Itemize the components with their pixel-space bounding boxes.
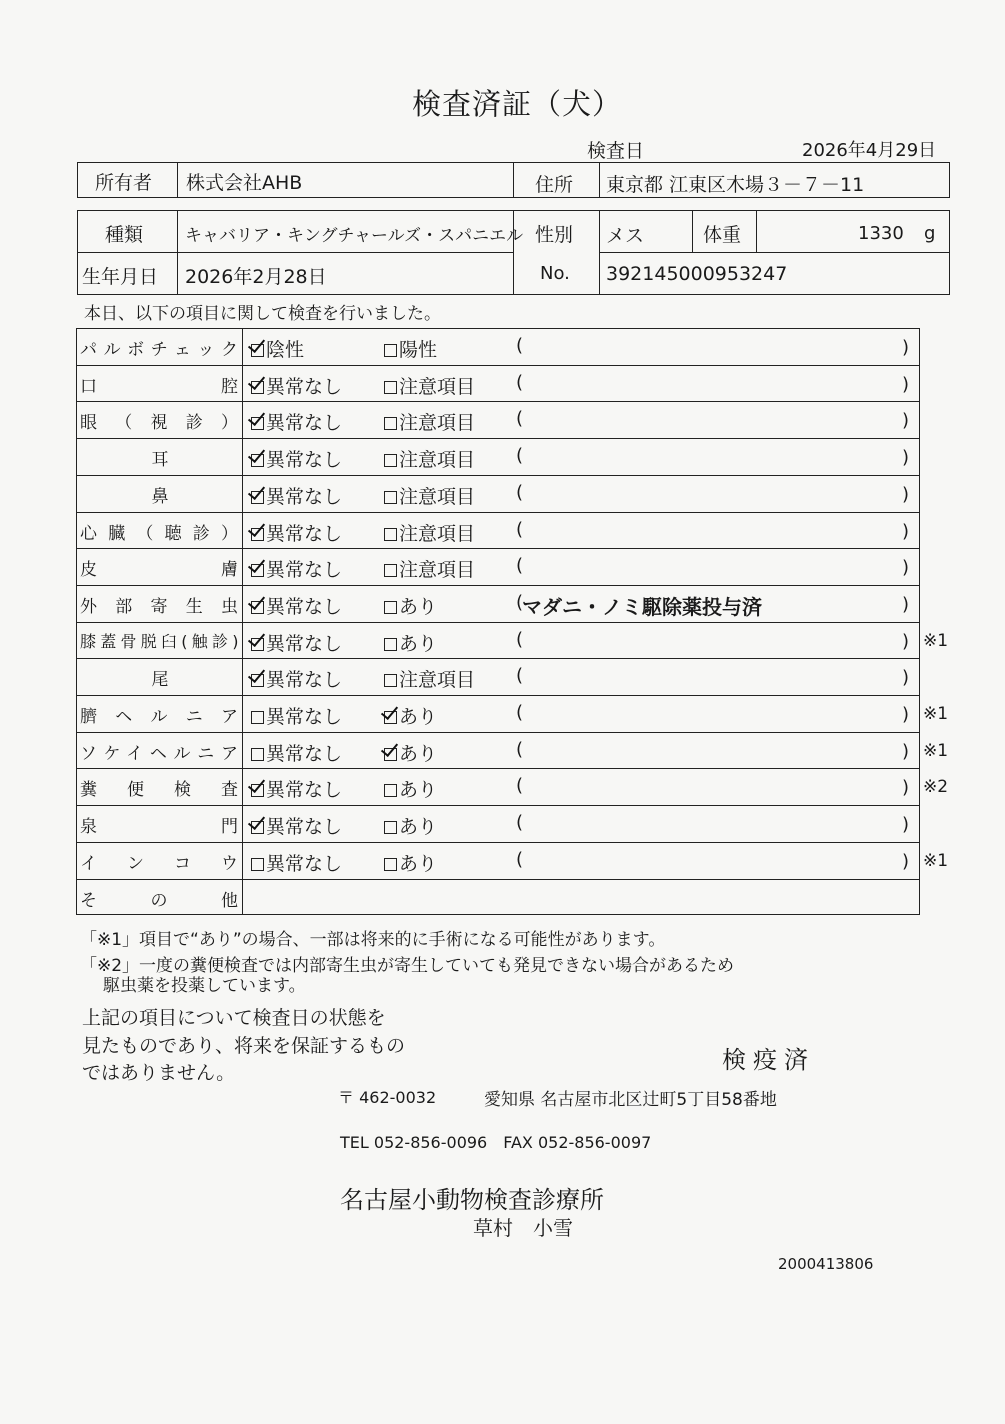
option-2-label: 注意項目 [399,485,476,508]
option-2-label: 注意項目 [399,559,476,582]
exam-option-2[interactable] [384,445,475,472]
comment-open-paren: ( [516,591,524,613]
exam-option-2[interactable] [384,812,437,839]
checkbox-icon[interactable] [251,344,264,357]
checkbox-icon[interactable] [384,711,397,724]
option-1-label: 陰性 [266,339,305,361]
checkbox-icon[interactable] [384,381,397,394]
comment-close-paren: ) [902,850,910,872]
comment-close-paren: ) [902,483,910,505]
exam-option-2[interactable] [384,665,475,692]
option-1-label: 異常なし [266,412,343,435]
doctor-name: 草村 小雪 [473,1216,573,1240]
exam-item-label: 泉門 [80,817,238,838]
checkbox-icon[interactable] [251,784,264,797]
checkbox-icon[interactable] [384,417,397,430]
microchip-no: 392145000953247 [606,263,788,285]
exam-option-1[interactable] [251,445,342,472]
exam-option-1[interactable] [251,408,342,435]
exam-date: 2026年4月29日 [802,140,937,161]
option-1-label: 異常なし [266,669,343,692]
checkbox-icon[interactable] [251,491,264,504]
exam-option-1[interactable] [251,519,342,546]
dob-label: 生年月日 [82,266,159,288]
checkbox-icon[interactable] [384,858,397,871]
exam-option-2[interactable] [384,739,437,766]
document-title: 検査済証（犬） [412,87,623,121]
weight-label: 体重 [703,224,742,246]
option-1-label: 異常なし [266,595,343,618]
comment-close-paren: ) [902,557,910,579]
comment-close-paren: ) [902,447,910,469]
clinic-postal: 〒 462-0032 [338,1088,437,1107]
exam-option-1[interactable] [251,739,342,766]
exam-item-label: その他 [80,890,238,911]
exam-note: ※1 [923,740,949,761]
disclaimer-line-1: 上記の項目について検査日の状態を [82,1007,386,1029]
exam-item-label: 皮膚 [80,560,238,581]
dob: 2026年2月28日 [185,266,327,288]
footnote-2: 「※2」一度の糞便検査では内部寄生虫が寄生していても発見できない場合があるため [80,956,735,976]
comment-close-paren: ) [902,410,910,432]
sex-label: 性別 [535,224,574,246]
option-2-label: 注意項目 [399,669,476,692]
weight: 1330 [858,223,904,244]
checkbox-icon[interactable] [384,638,397,651]
exam-item-label: 耳 [151,450,169,471]
comment-open-paren: ( [516,665,524,687]
option-2-label: あり [399,852,438,875]
option-1-label: 異常なし [266,742,343,765]
option-1-label: 異常なし [266,522,343,545]
serial-number: 2000413806 [778,1255,874,1273]
exam-item-label: インコウ [80,853,238,874]
comment-close-paren: ) [902,814,910,836]
exam-item-label: 口腔 [80,376,238,397]
checkbox-icon[interactable] [384,601,397,614]
comment-open-paren: ( [516,628,524,650]
owner-label: 所有者 [95,172,153,194]
breed-label: 種類 [105,224,144,246]
exam-option-1[interactable] [251,555,342,582]
option-2-label: 陽性 [399,339,438,361]
checkbox-icon[interactable] [384,528,397,541]
exam-note: ※2 [923,777,949,798]
option-2-label: あり [399,742,438,765]
option-1-label: 異常なし [266,559,343,582]
comment-close-paren: ) [902,704,910,725]
exam-item-label: パルボチェック [80,340,238,360]
checkbox-icon[interactable] [251,381,264,394]
exam-option-2[interactable] [384,372,475,399]
exam-date-label: 検査日 [587,140,645,162]
option-1-label: 異常なし [266,816,343,839]
exam-item-label: 尾 [151,670,169,691]
option-2-label: あり [399,816,438,839]
exam-option-2[interactable] [384,408,475,435]
exam-item-label: 心臓（聴診） [80,523,238,544]
exam-option-1[interactable] [251,775,342,802]
checkbox-icon[interactable] [384,674,397,687]
exam-comment: マダニ・ノミ駆除薬投与済 [522,594,762,619]
comment-open-paren: ( [516,335,524,356]
option-1-label: 異常なし [266,706,343,728]
intro-text: 本日、以下の項目に関して検査を行いました。 [84,304,441,324]
exam-option-2[interactable] [384,775,437,802]
checkbox-icon[interactable] [251,601,264,614]
comment-close-paren: ) [902,520,910,542]
checkbox-icon[interactable] [251,638,264,651]
exam-option-2[interactable] [384,592,437,619]
comment-open-paren: ( [516,775,524,797]
comment-open-paren: ( [516,848,524,870]
comment-open-paren: ( [516,371,524,393]
exam-option-1[interactable] [251,665,342,692]
exam-item-label: ソケイヘルニア [80,743,238,764]
exam-option-1[interactable] [251,372,342,399]
checkbox-icon[interactable] [251,858,264,871]
option-2-label: あり [399,595,438,618]
option-1-label: 異常なし [266,852,343,875]
exam-note: ※1 [923,630,949,651]
exam-item-label: 外部寄生虫 [80,596,238,617]
checkbox-icon[interactable] [251,821,264,834]
checkbox-icon[interactable] [251,564,264,577]
checkbox-icon[interactable] [251,454,264,467]
weight-unit: g [924,223,936,244]
exam-option-2[interactable] [384,482,475,509]
exam-option-2[interactable] [384,849,437,876]
checkbox-icon[interactable] [384,344,397,357]
checkbox-icon[interactable] [251,417,264,430]
disclaimer-line-2: 見たものであり、将来を保証するもの [82,1035,406,1057]
exam-note: ※1 [923,850,949,871]
comment-close-paren: ) [902,740,910,762]
exam-option-2[interactable] [384,702,437,729]
option-1-label: 異常なし [266,449,343,472]
checkbox-icon[interactable] [384,821,397,834]
option-1-label: 異常なし [266,779,343,802]
comment-close-paren: ) [902,593,910,615]
comment-close-paren: ) [902,337,910,358]
option-2-label: あり [399,632,438,655]
exam-item-label: 臍ヘルニア [80,707,238,727]
option-2-label: あり [399,706,438,728]
checkbox-icon[interactable] [384,748,397,761]
checkbox-icon[interactable] [384,564,397,577]
comment-open-paren: ( [516,702,524,723]
owner-name: 株式会社AHB [186,172,303,194]
checkbox-icon[interactable] [384,784,397,797]
option-1-label: 異常なし [266,632,343,655]
clinic-name: 名古屋小動物検査診療所 [340,1186,604,1214]
exam-option-1[interactable] [251,812,342,839]
quarantine-stamp: 検疫済 [722,1046,815,1074]
address-label: 住所 [535,174,574,196]
option-1-label: 異常なし [266,485,343,508]
comment-close-paren: ) [902,777,910,799]
comment-open-paren: ( [516,738,524,760]
option-1-label: 異常なし [266,375,343,398]
exam-option-1[interactable] [251,629,342,656]
exam-item-label: 膝蓋骨脱臼(触診) [80,631,238,651]
exam-option-1[interactable] [251,335,304,362]
exam-option-1[interactable] [251,849,342,876]
exam-option-2[interactable] [384,519,475,546]
comment-open-paren: ( [516,481,524,503]
comment-close-paren: ) [902,373,910,395]
footnote-1: 「※1」項目で“あり”の場合、一部は将来的に手術になる可能性があります。 [80,930,666,950]
comment-open-paren: ( [516,408,524,430]
comment-close-paren: ) [902,667,910,689]
checkbox-icon[interactable] [251,674,264,687]
comment-open-paren: ( [516,518,524,540]
comment-close-paren: ) [902,630,910,652]
checkbox-icon[interactable] [251,528,264,541]
comment-open-paren: ( [516,812,524,834]
microchip-no-label: No. [540,263,570,284]
disclaimer-line-3: ではありません。 [82,1062,236,1084]
exam-option-2[interactable] [384,555,475,582]
exam-option-1[interactable] [251,702,342,729]
comment-open-paren: ( [516,445,524,467]
clinic-tel-fax: TEL 052-856-0096 FAX 052-856-0097 [340,1133,652,1152]
option-2-label: 注意項目 [399,449,476,472]
option-2-label: あり [399,779,438,802]
clinic-address: 愛知県 名古屋市北区辻町5丁目58番地 [484,1090,777,1110]
checkbox-icon[interactable] [251,711,264,724]
exam-item-label: 眼（視診） [80,413,238,434]
option-2-label: 注意項目 [399,522,476,545]
checkbox-icon[interactable] [384,454,397,467]
owner-address: 東京都 江東区木場３－７－11 [606,174,865,196]
sex: メス [606,225,645,247]
checkbox-icon[interactable] [251,748,264,761]
exam-option-1[interactable] [251,482,342,509]
exam-option-2[interactable] [384,629,437,656]
comment-open-paren: ( [516,555,524,577]
breed: キャバリア・キングチャールズ・スパニエル [185,226,524,246]
exam-option-1[interactable] [251,592,342,619]
exam-option-2[interactable] [384,335,437,362]
exam-item-label: 糞便検査 [80,780,238,801]
option-2-label: 注意項目 [399,375,476,398]
option-2-label: 注意項目 [399,412,476,435]
checkbox-icon[interactable] [384,491,397,504]
exam-note: ※1 [923,704,949,724]
exam-item-label: 鼻 [151,486,169,507]
footnote-2-continued: 駆虫薬を投薬しています。 [103,976,306,996]
